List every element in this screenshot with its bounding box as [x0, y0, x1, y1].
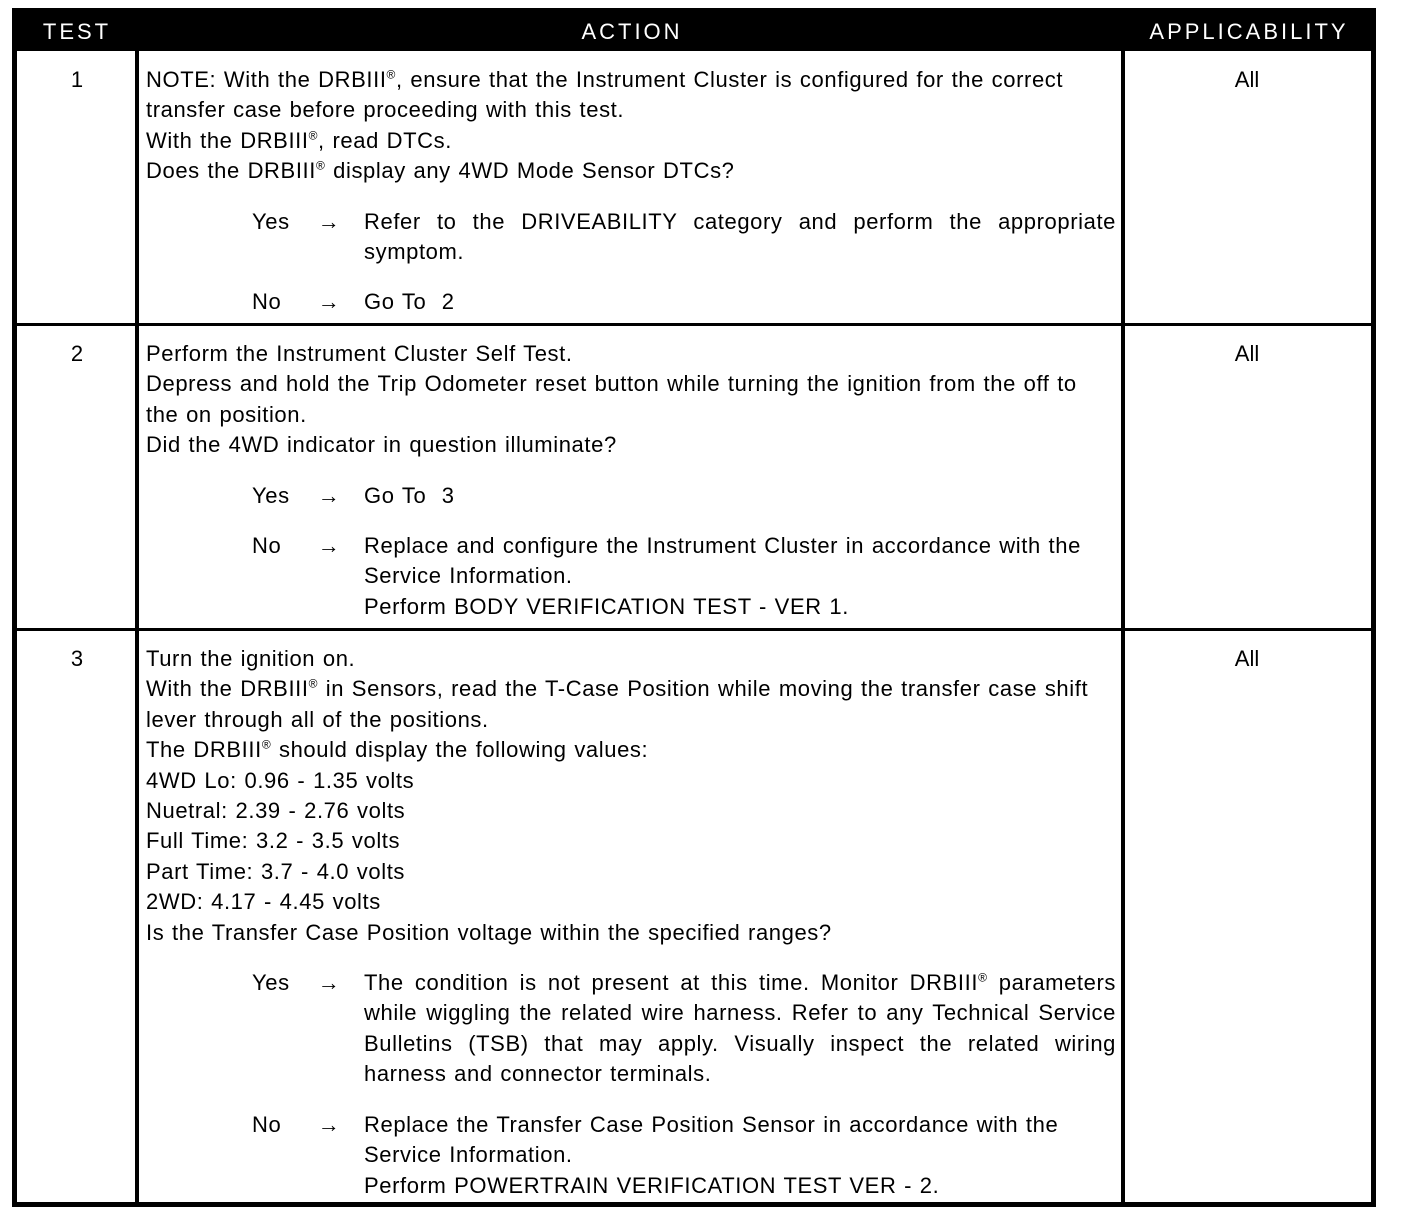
arrow-icon: →	[317, 1111, 341, 1137]
applicability-value: All	[1234, 67, 1260, 92]
no-label: No	[252, 289, 282, 315]
yes-text: Refer to the DRIVEABILITY category and perform the appropriate symptom.	[364, 208, 1116, 265]
yes-branch	[146, 481, 1116, 511]
yes-label: Yes	[252, 208, 290, 234]
test-action	[146, 644, 1116, 1201]
column-divider	[135, 51, 139, 1202]
column-divider	[1121, 51, 1125, 1202]
no-label: No	[252, 1111, 282, 1137]
test-number: 3	[70, 646, 84, 671]
no-text: Go To 2	[364, 289, 455, 315]
header-applicability: APPLICABILITY	[1149, 19, 1349, 44]
yes-label: Yes	[252, 482, 290, 508]
yes-text: The condition is not present at this time. Monitor DRBIII® parameters while wiggling the related wire harness. Refer to any Technical Service Bulletins (TSB) that may apply. Visually inspect the related wiring harness and connector terminals.	[364, 970, 1117, 1087]
table-header	[17, 13, 1371, 51]
row-divider	[17, 628, 1371, 631]
test-question: Turn the ignition on. With the DRBIII® in Sensors, read the T-Case Position while moving the transfer case shift lever through all of the positions. The DRBIII® should display the following values: 4WD Lo: 0.96 - 1.35 volts Nuetral: 2.39 - 2.76 volts Full Time: 3.2 - 3.5 volts Part Time: 3.7 - 4.0 volts 2WD: 4.17 - 4.45 volts Is the Transfer Case Position voltage within the specified ranges?	[146, 646, 1089, 945]
arrow-icon: →	[317, 482, 341, 508]
arrow-icon: →	[317, 208, 341, 234]
test-number: 2	[70, 341, 84, 366]
no-branch	[146, 287, 1116, 317]
yes-text: Go To 3	[364, 482, 455, 508]
test-question: NOTE: With the DRBIII®, ensure that the Instrument Cluster is configured for the correct transfer case before proceeding with this test. With the DRBIII®, read DTCs. Does the DRBIII® display any 4WD Mode Sensor DTCs?	[146, 67, 1064, 184]
row-divider	[17, 323, 1371, 326]
no-branch	[146, 531, 1116, 622]
test-action	[146, 339, 1116, 622]
header-test: TEST	[42, 19, 112, 44]
arrow-icon: →	[317, 533, 341, 559]
yes-branch	[146, 968, 1116, 1090]
yes-label: Yes	[252, 970, 290, 996]
no-label: No	[252, 533, 282, 559]
test-number: 1	[70, 67, 84, 92]
diagnostic-table	[12, 8, 1376, 1207]
arrow-icon: →	[317, 970, 341, 996]
applicability-value: All	[1234, 341, 1260, 366]
header-action: ACTION	[581, 19, 683, 44]
no-branch	[146, 1110, 1116, 1201]
applicability-value: All	[1234, 646, 1260, 671]
test-question: Perform the Instrument Cluster Self Test. Depress and hold the Trip Odometer reset button while turning the ignition from the off to the on position. Did the 4WD indicator in question illuminate?	[146, 341, 1077, 458]
arrow-icon: →	[317, 289, 341, 315]
test-action	[146, 65, 1116, 318]
no-text: Replace the Transfer Case Position Sensor in accordance with the Service Information. Perform POWERTRAIN VERIFICATION TEST VER - 2.	[364, 1111, 1059, 1198]
no-text: Replace and configure the Instrument Cluster in accordance with the Service Information. Perform BODY VERIFICATION TEST - VER 1.	[364, 533, 1081, 619]
yes-branch	[146, 207, 1116, 268]
